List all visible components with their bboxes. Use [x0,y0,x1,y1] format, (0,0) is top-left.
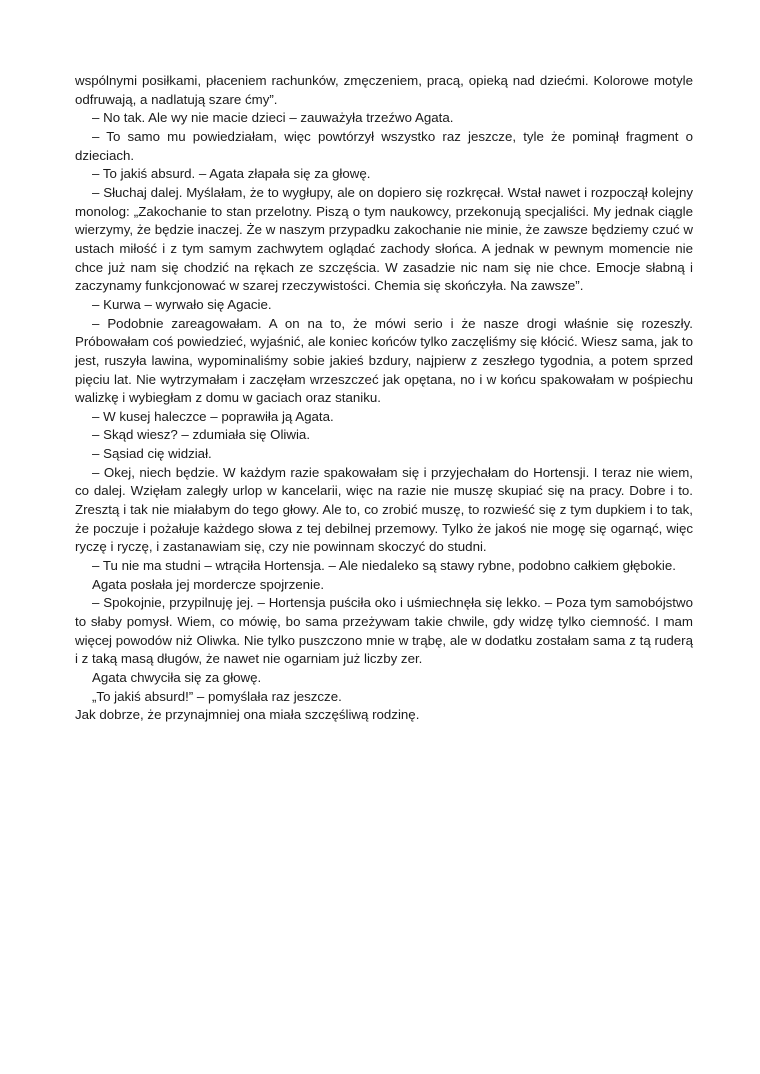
document-body [75,72,693,725]
paragraph: – Spokojnie, przypilnuję jej. – Hortensja puściła oko i uśmiechnęła się lekko. – Poza tym samobójstwo to słaby pomysł. Wiem, co mówię, bo sama przeżywam takie chwile, gdy widzę tylko ciemność. I mam więcej powodów niż Oliwka. Nie tylko puszczono mnie w trąbę, ale w dodatku zostałam sama z tą ruderą i z taką masą długów, że nawet nie ogarniam już liczby zer. [75,595,693,667]
paragraph: – Kurwa – wyrwało się Agacie. [92,296,272,312]
paragraph: Agata chwyciła się za głowę. [92,670,262,685]
paragraph: – No tak. Ale wy nie macie dzieci – zauważyła trzeźwo Agata. [92,110,454,126]
paragraph: wspólnymi posiłkami, płaceniem rachunków, zmęczeniem, pracą, opieką nad dziećmi. Kolorowe motyle odfruwają, a nadlatują szare ćmy”. [75,73,693,107]
paragraph: Jak dobrze, że przynajmniej ona miała szczęśliwą rodzinę. [75,707,420,723]
paragraph: – W kusej haleczce – poprawiła ją Agata. [92,408,334,424]
paragraph: – To jakiś absurd. – Agata złapała się za głowę. [92,166,371,182]
paragraph: – Podobnie zareagowałam. A on na to, że mówi serio i że nasze drogi właśnie się rozeszły. Próbowałam coś powiedzieć, wyjaśnić, ale koniec końców tylko zaczęliśmy się kłócić. Wiesz sama, jak to jest, ruszyła lawina, wypominaliśmy sobie jakieś bzdury, najpierw z zeszłego tygodnia, a potem sprzed pięciu lat. Nie wytrzymałam i zaczęłam wrzeszczeć jak opętana, no i w końcu spakowałam w pośpiechu walizkę i wybiegłam z domu w gaciach oraz staniku. [75,315,693,406]
paragraph: – Skąd wiesz? – zdumiała się Oliwia. [92,427,311,443]
paragraph: – Słuchaj dalej. Myślałam, że to wygłupy, ale on dopiero się rozkręcał. Wstał nawet i rozpoczął kolejny monolog: „Zakochanie to stan przelotny. Piszą o tym naukowcy, przekonują specjaliści. My jednak ciągle wierzymy, że będzie inaczej. Że w naszym przypadku zakochanie nie minie, że zawsze będziemy czuć w ustach miłość i z tym samym zachwytem oglądać zachody słońca. A jednak w pewnym momencie nie chce już nam się chodzić na rękach ze szczęścia. W zasadzie nic nam się nie chce. Emocje słabną i zaczynamy funkcjonować w szarej rzeczywistości. Chemia się skończyła. Na zawsze”. [75,184,693,294]
paragraph: – Tu nie ma studni – wtrąciła Hortensja. – Ale niedaleko są stawy rybne, podobno całkiem głębokie. [92,558,676,574]
paragraph: – To samo mu powiedziałam, więc powtórzył wszystko raz jeszcze, tyle że pominął fragment o dzieciach. [75,128,693,163]
paragraph: – Okej, niech będzie. W każdym razie spakowałam się i przyjechałam do Hortensji. I teraz nie wiem, co dalej. Wzięłam zaległy urlop w kancelarii, więc na razie nie muszę skupiać się na pracy. Dobre i to. Zresztą i tak nie miałabym do tego głowy. Ale to, co zrobić muszę, to rozwieść się z tym dupkiem i to tak, że poczuje i pożałuje każdego słowa z tej debilnej przemowy. Tylko że jakoś nie mogę się ogarnąć, więc ryczę i ryczę, i zastanawiam się, czy nie powinnam skoczyć do studni. [75,464,693,555]
paragraph: Agata posłała jej mordercze spojrzenie. [92,576,325,592]
paragraph: – Sąsiad cię widział. [92,446,212,462]
paragraph: „To jakiś absurd!” – pomyślała raz jeszcze. [92,688,342,704]
